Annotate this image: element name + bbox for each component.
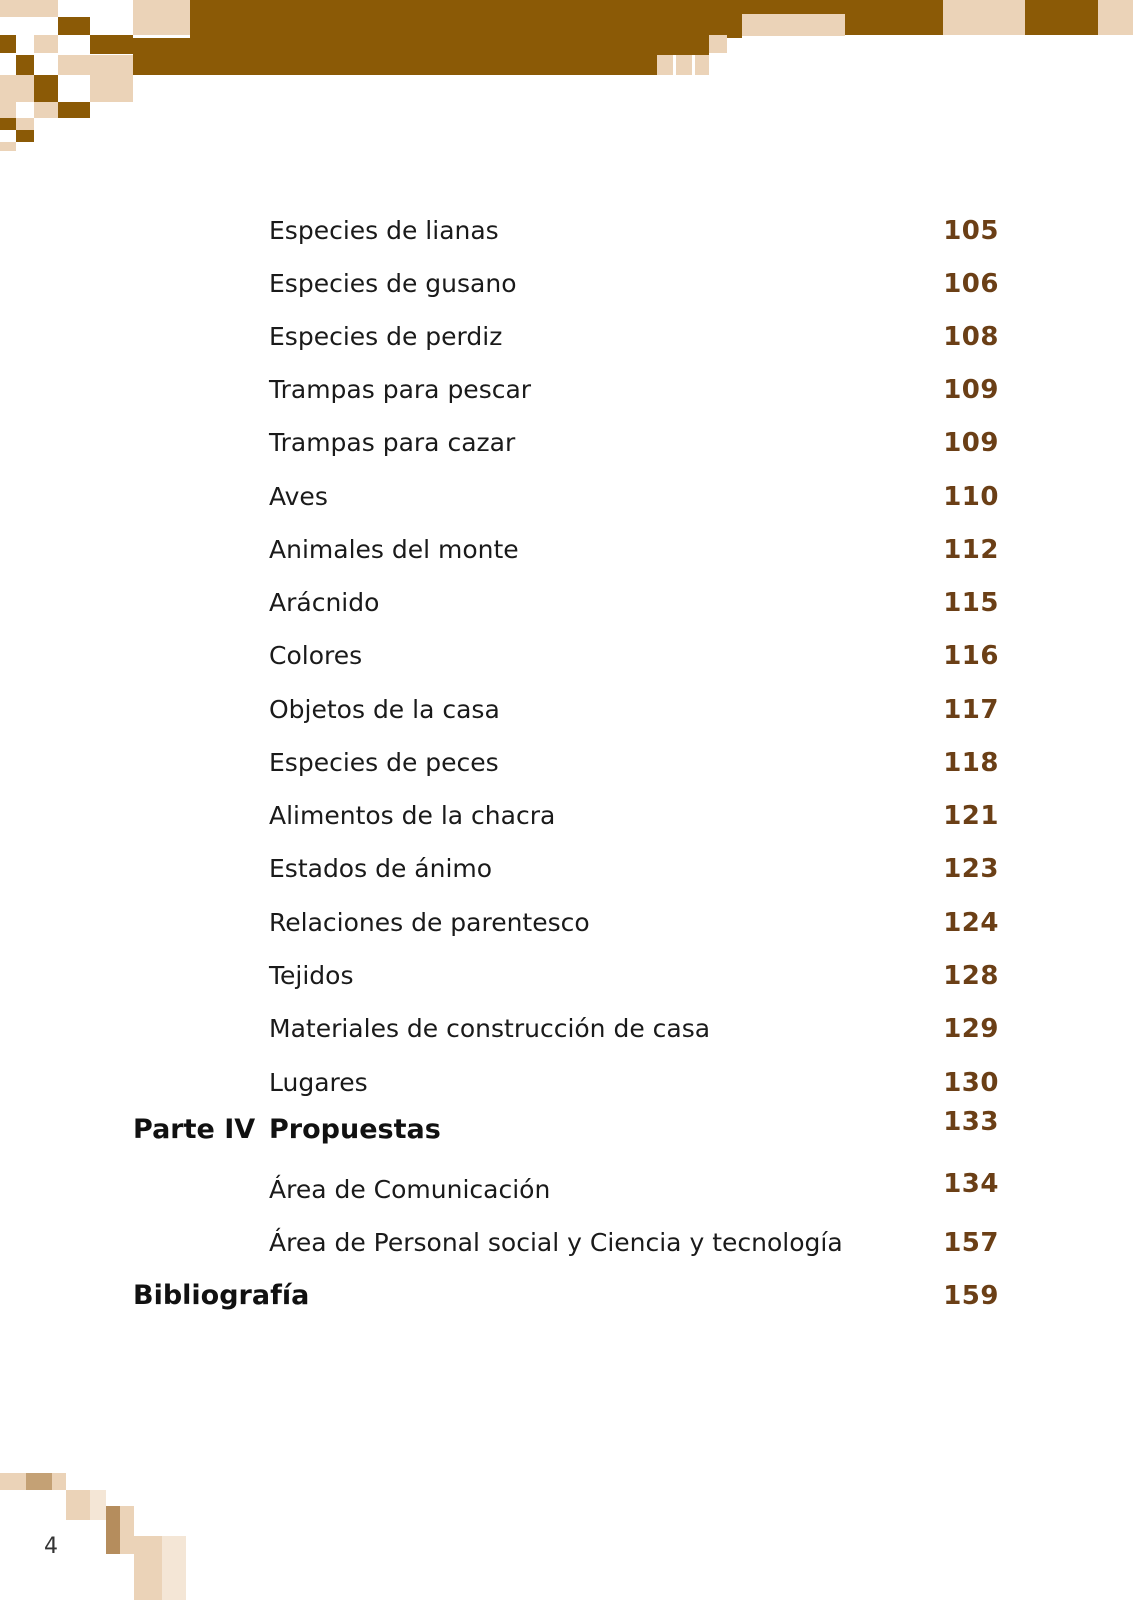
- toc-entry-page: 108: [943, 322, 999, 352]
- toc-entry-page: 110: [943, 482, 999, 512]
- toc-entry: [0, 849, 1133, 889]
- toc-entry-page: 134: [943, 1169, 999, 1199]
- toc-entry: [0, 211, 1133, 251]
- toc-entry-page: 106: [943, 269, 999, 299]
- toc-entry-title: Objetos de la casa: [269, 695, 500, 724]
- toc-bibliography-title: Bibliografía: [133, 1280, 310, 1311]
- toc-entry-title: Relaciones de parentesco: [269, 908, 590, 937]
- toc-entry-page: 128: [943, 961, 999, 991]
- toc-entry-title: Colores: [269, 641, 363, 670]
- toc-bibliography: [0, 1276, 1133, 1316]
- toc-entry-page: 124: [943, 908, 999, 938]
- toc-entry-page: 121: [943, 801, 999, 831]
- toc-entry: [0, 903, 1133, 943]
- toc-entry: [0, 583, 1133, 623]
- toc-entry-page: 123: [943, 854, 999, 884]
- toc-entry-title: Trampas para cazar: [269, 428, 516, 457]
- toc-entry-page: 129: [943, 1014, 999, 1044]
- toc-entry: [0, 423, 1133, 463]
- toc-entry-title: Tejidos: [269, 961, 354, 990]
- toc-entry-page: 105: [943, 216, 999, 246]
- toc-entry-page: 109: [943, 428, 999, 458]
- toc-entry-title: Especies de perdiz: [269, 322, 503, 351]
- toc-entry-title: Aves: [269, 482, 328, 511]
- toc-entry-title: Especies de lianas: [269, 216, 499, 245]
- toc-entry: [0, 477, 1133, 517]
- toc-entry: [0, 370, 1133, 410]
- toc-entry-page: 109: [943, 375, 999, 405]
- toc-entry: [0, 1170, 1133, 1210]
- toc-entry: [0, 796, 1133, 836]
- toc-entry-title: Lugares: [269, 1068, 368, 1097]
- toc-entry-title: Área de Personal social y Ciencia y tecnología: [269, 1228, 843, 1257]
- toc-entry-page: 118: [943, 748, 999, 778]
- toc-entry: [0, 1063, 1133, 1103]
- toc-entry: [0, 690, 1133, 730]
- toc-part-heading: [0, 1107, 1133, 1150]
- toc-entry-page: 112: [943, 535, 999, 565]
- page-number: 4: [44, 1534, 58, 1559]
- toc-entry-title: Especies de gusano: [269, 269, 517, 298]
- toc-entry-page: 115: [943, 588, 999, 618]
- toc-entry: [0, 530, 1133, 570]
- toc-entry: [0, 1009, 1133, 1049]
- toc-entry-title: Estados de ánimo: [269, 854, 493, 883]
- toc-entry-title: Materiales de construcción de casa: [269, 1014, 711, 1043]
- toc-entry-page: 117: [943, 695, 999, 725]
- toc-entry-title: Área de Comunicación: [269, 1175, 551, 1204]
- toc-entry: [0, 956, 1133, 996]
- toc-entry-page: 116: [943, 641, 999, 671]
- toc-entry: [0, 264, 1133, 304]
- toc-entry-title: Animales del monte: [269, 535, 519, 564]
- toc-entry-title: Especies de peces: [269, 748, 499, 777]
- toc-entry-title: Alimentos de la chacra: [269, 801, 556, 830]
- toc-bibliography-page: 159: [943, 1281, 999, 1311]
- toc-part-label: Parte IV: [133, 1114, 256, 1145]
- toc-entry: [0, 317, 1133, 357]
- toc-entry-page: 157: [943, 1228, 999, 1258]
- toc-entry-page: 130: [943, 1068, 999, 1098]
- toc-part-title: Propuestas: [269, 1114, 441, 1145]
- toc-entry: [0, 743, 1133, 783]
- toc-entry-title: Arácnido: [269, 588, 380, 617]
- toc-entry-title: Trampas para pescar: [269, 375, 532, 404]
- toc-part-page: 133: [943, 1107, 999, 1137]
- toc-entry: [0, 1223, 1133, 1263]
- toc-entry: [0, 636, 1133, 676]
